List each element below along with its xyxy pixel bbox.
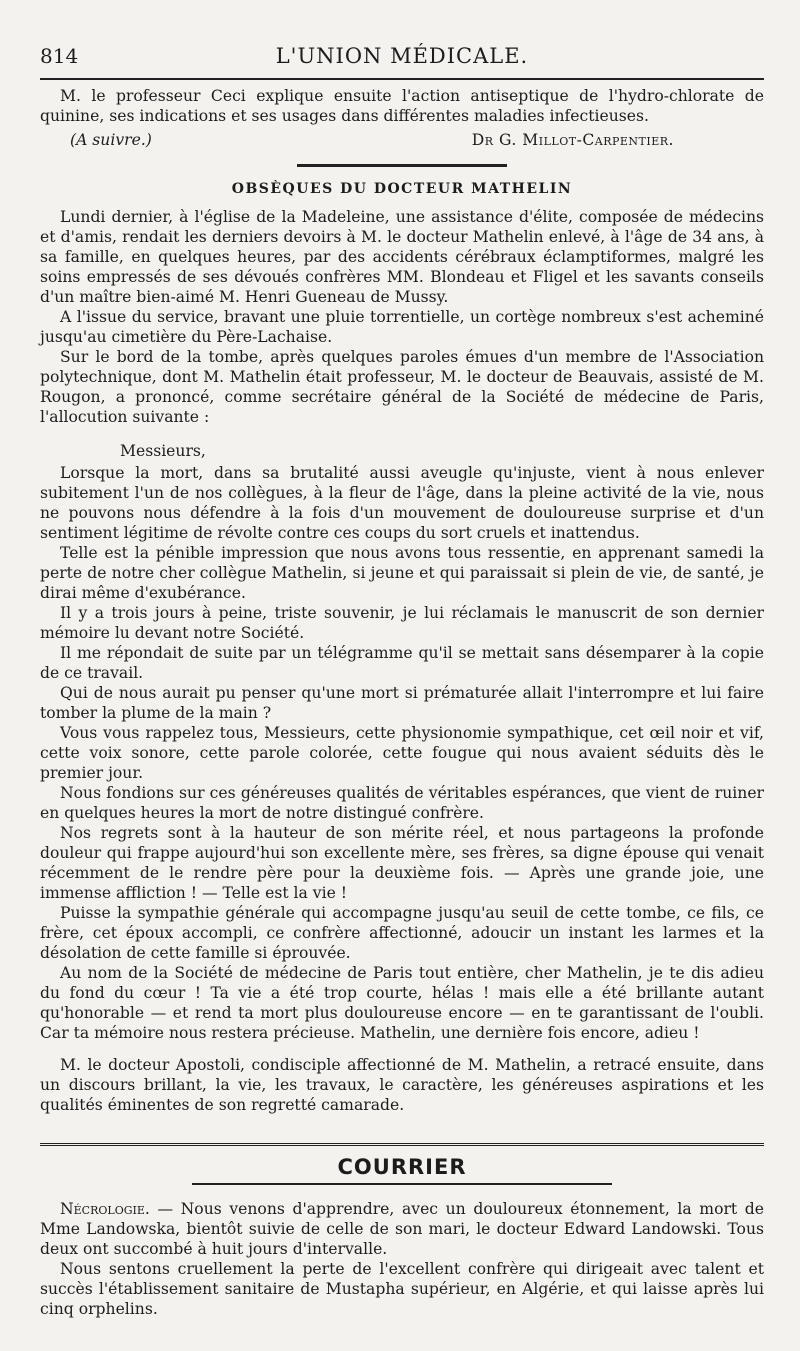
obseques-paragraph: A l'issue du service, bravant une pluie torrentielle, un cortège nombreux s'est acheminé jusqu'au cimetière du Père-Lachaise. bbox=[40, 308, 764, 346]
speech-paragraph: Lorsque la mort, dans sa brutalité aussi aveugle qu'injuste, vient à nous enlever subitement l'un de nos collègues, à la fleur de l'âge, dans la pleine activité de la vie, nous ne pouvons nous défendre à la fois d'un mouvement de douloureuse surprise et d'un sentiment légitime de révolte contre ces coups du sort cruels et inattendus. bbox=[40, 464, 764, 542]
signature-line bbox=[40, 130, 764, 150]
journal-title: L'UNION MÉDICALE. bbox=[275, 44, 529, 68]
speech-paragraph: Il me répondait de suite par un télégramme qu'il se mettait sans désemparer à la copie de ce travail. bbox=[40, 644, 764, 682]
necrologie-text: — Nous venons d'apprendre, avec un douloureux étonnement, la mort de Mme Landowska, bientôt suivie de celle de son mari, le docteur Edward Landowski. Tous deux ont succombé à huit jours d'intervalle. bbox=[40, 1200, 764, 1258]
courrier-underline bbox=[192, 1183, 612, 1185]
speech-paragraph: Telle est la pénible impression que nous avons tous ressentie, en apprenant samedi la perte de notre cher collègue Mathelin, si jeune et qui paraissait si plein de vie, de santé, je dirai même d'exubérance. bbox=[40, 544, 764, 602]
closing-paragraph: M. le docteur Apostoli, condisciple affectionné de M. Mathelin, a retracé ensuite, dans un discours brillant, la vie, les travaux, le caractère, les généreuses aspirations et les qualités éminentes de son regretté camarade. bbox=[40, 1056, 764, 1114]
necrologie-label: Nécrologie. bbox=[60, 1200, 150, 1218]
header-rule bbox=[40, 78, 764, 80]
speech-paragraph: Il y a trois jours à peine, triste souvenir, je lui réclamais le manuscrit de son dernier mémoire lu devant notre Société. bbox=[40, 604, 764, 642]
speech-paragraph: Vous vous rappelez tous, Messieurs, cette physionomie sympathique, cet œil noir et vif, cette voix sonore, cette parole colorée, cette fougue qui nous avaient séduits dès le premier jour. bbox=[40, 724, 764, 782]
section-divider bbox=[297, 164, 507, 167]
speech-salutation: Messieurs, bbox=[120, 442, 206, 460]
speech-paragraph: Nous fondions sur ces généreuses qualités de véritables espérances, que vient de ruiner en quelques heures la mort de notre distingué confrère. bbox=[40, 784, 764, 822]
necrologie-paragraph bbox=[40, 1199, 764, 1259]
page-number: 814 bbox=[40, 44, 79, 68]
speech-paragraph: Au nom de la Société de médecine de Paris tout entière, cher Mathelin, je te dis adieu du fond du cœur ! Ta vie a été trop courte, hélas ! mais elle a été brillante autant qu'honorable — et rend ta mort plus douloureuse encore — en te garantissant de l'oubli. Car ta mémoire nous restera précieuse. Mathelin, une dernière fois encore, adieu ! bbox=[40, 964, 764, 1042]
speech-paragraph: Nos regrets sont à la hauteur de son mérite réel, et nous partageons la profonde douleur qui frappe aujourd'hui son excellente mère, ses frères, sa digne épouse qui venait récemment de le rendre père pour la deuxième fois. — Après une grande joie, une immense affliction ! — Telle est la vie ! bbox=[40, 824, 764, 902]
article-author: Dr G. Millot-Carpentier. bbox=[471, 131, 674, 149]
obseques-paragraph: Sur le bord de la tombe, après quelques paroles émues d'un membre de l'Association polytechnique, dont M. Mathelin était professeur, M. le docteur de Beauvais, assisté de M. Rougon, a prononcé, comme secrétaire général de la Société de médecine de Paris, l'allocution suivante : bbox=[40, 348, 764, 426]
courrier-double-rule bbox=[40, 1143, 764, 1149]
obseques-paragraph: Lundi dernier, à l'église de la Madeleine, une assistance d'élite, composée de médecins et d'amis, rendait les derniers devoirs à M. le docteur Mathelin enlevé, à l'âge de 34 ans, à sa famille, en quelques heures, par des accidents cérébraux éclamptiformes, malgré les soins empressés de ses dévoués confrères MM. Blondeau et Fligel et les savants conseils d'un maître bien-aimé M. Henri Gueneau de Mussy. bbox=[40, 208, 764, 306]
page-header bbox=[40, 30, 764, 70]
courrier-paragraph: Nous sentons cruellement la perte de l'excellent confrère qui dirigeait avec talent et succès l'établissement sanitaire de Mustapha supérieur, en Algérie, et qui laisse après lui cinq orphelins. bbox=[40, 1260, 764, 1318]
to-be-continued: (A suivre.) bbox=[70, 131, 152, 149]
speech-paragraph: Puisse la sympathie générale qui accompagne jusqu'au seuil de cette tombe, ce fils, ce frère, cet époux accompli, ce confrère affectionné, adoucir un instant les larmes et la désolation de cette famille si éprouvée. bbox=[40, 904, 764, 962]
speech-paragraph: Qui de nous aurait pu penser qu'une mort si prématurée allait l'interrompre et lui faire tomber la plume de la main ? bbox=[40, 684, 764, 722]
intro-paragraph: M. le professeur Ceci explique ensuite l'action antiseptique de l'hydro-chlorate de quinine, ses indications et ses usages dans différentes maladies infectieuses. bbox=[40, 87, 764, 125]
section-title-courrier: COURRIER bbox=[337, 1155, 467, 1179]
section-title-obseques: OBSÈQUES DU DOCTEUR MATHELIN bbox=[231, 181, 573, 197]
